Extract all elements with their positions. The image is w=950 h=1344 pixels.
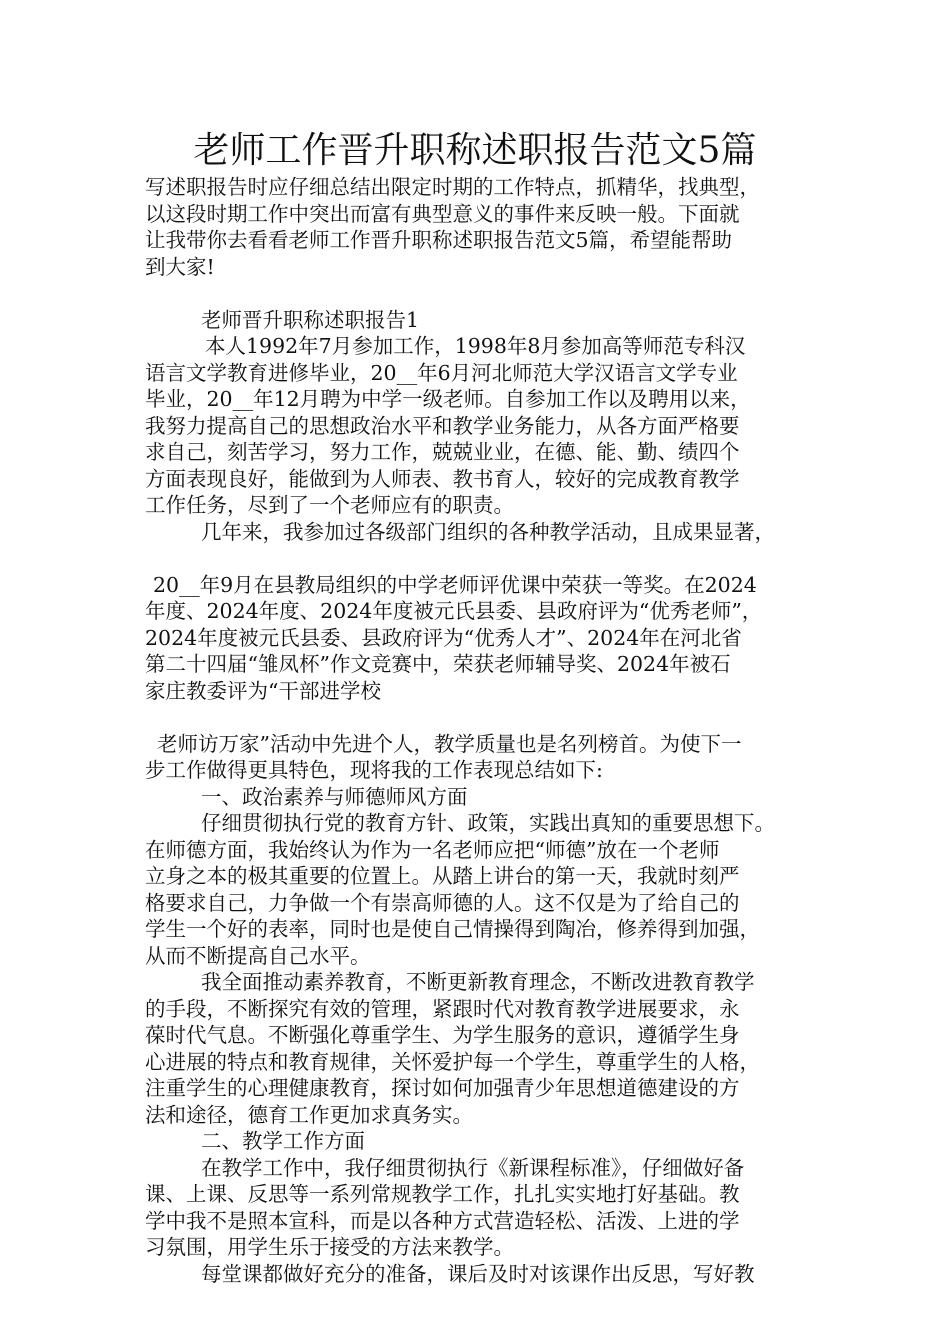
paragraph-line: 以这段时期工作中突出而富有典型意义的事件来反映一般。下面就 [145, 201, 740, 226]
paragraph-line: 我全面推动素养教育，不断更新教育理念，不断改进教育教学 [201, 970, 755, 994]
paragraph-line: 2024年度被元氏县委、县政府评为“优秀人才”、2024年在河北省 [145, 625, 742, 650]
paragraph-line: 家庄教委评为“干部进学校 [145, 678, 381, 703]
document-body [145, 174, 825, 1287]
paragraph-line: 年度、2024年度、2024年度被元氏县委、县政府评为“优秀老师”， [145, 599, 763, 623]
paragraph-line: 立身之本的极其重要的位置上。从踏上讲台的第一天，我就时刻严 [145, 864, 740, 888]
paragraph-line: 让我带你去看看老师工作晋升职称述职报告范文5篇，希望能帮助 [145, 228, 733, 252]
paragraph-line: 心进展的特点和教育规律，关怀爱护每一个学生，尊重学生的人格， [145, 1049, 760, 1074]
blank-line [145, 704, 825, 731]
paragraph-line: 每堂课都做好充分的准备，课后及时对该课作出反思，写好教 [201, 1261, 755, 1286]
paragraph-line: 仔细贯彻执行党的教育方针、政策，实践出真知的重要思想下。 [201, 811, 775, 835]
paragraph-line: 第二十四届“雏凤杯”作文竞赛中，荣获老师辅导奖、2024年被石 [145, 652, 731, 676]
document-title: 老师工作晋升职称述职报告范文5篇 [193, 130, 757, 171]
paragraph-line: 老师访万家”活动中先进个人，教学质量也是名列榜首。为使下一 [157, 731, 742, 756]
paragraph-line: 课、上课、反思等一系列常规教学工作，扎扎实实地打好基础。教 [145, 1182, 740, 1206]
paragraph-line: 20__年9月在县教局组织的中学老师评优课中荣获一等奖。在2024 [153, 572, 757, 597]
paragraph-line: 方面表现良好，能做到为人师表、教书育人，较好的完成教育教学 [145, 466, 740, 491]
paragraph-line: 的手段，不断探究有效的管理，紧跟时代对教育教学进展要求，永 [145, 996, 740, 1021]
paragraph-line: 学中我不是照本宣科，而是以各种方式营造轻松、活泼、上进的学 [145, 1208, 740, 1233]
section-heading: 一、政治素养与师德师风方面 [201, 784, 468, 809]
paragraph-line: 习氛围，用学生乐于接受的方法来教学。 [145, 1235, 514, 1259]
blank-line [145, 280, 825, 307]
paragraph-line: 工作任务，尽到了一个老师应有的职责。 [145, 493, 514, 517]
paragraph-line: 学生一个好的表率，同时也是使自己情操得到陶冶，修养得到加强， [145, 917, 760, 941]
paragraph-line: 在教学工作中，我仔细贯彻执行《新课程标准》，仔细做好备 [201, 1155, 745, 1180]
paragraph-line: 语言文学教育进修毕业，20__年6月河北师范大学汉语言文学专业 [145, 360, 738, 385]
paragraph-line: 求自己，刻苦学习，努力工作，兢兢业业，在德、能、勤、绩四个 [145, 440, 740, 464]
paragraph-line: 写述职报告时应仔细总结出限定时期的工作特点，抓精华，找典型， [145, 175, 760, 199]
paragraph-line: 葆时代气息。不断强化尊重学生、为学生服务的意识，遵循学生身 [145, 1023, 740, 1047]
paragraph-line: 本人1992年7月参加工作，1998年8月参加高等师范专科汉 [205, 334, 746, 358]
section-heading: 二、教学工作方面 [201, 1129, 365, 1153]
paragraph-line: 步工作做得更具特色，现将我的工作表现总结如下: [145, 758, 603, 782]
paragraph-line: 格要求自己，力争做一个有崇高师德的人。这不仅是为了给自己的 [145, 890, 740, 915]
paragraph-line: 法和途径，德育工作更加求真务实。 [145, 1102, 473, 1127]
section-heading: 老师晋升职称述职报告1 [201, 307, 420, 332]
blank-line [145, 545, 825, 572]
paragraph-line: 在师德方面，我始终认为作为一名老师应把“师德”放在一个老师 [145, 837, 720, 862]
paragraph-line: 从而不断提高自己水平。 [145, 943, 371, 968]
paragraph-line: 注重学生的心理健康教育，探讨如何加强青少年思想道德建设的方 [145, 1076, 740, 1100]
paragraph-line: 几年来，我参加过各级部门组织的各种教学活动，且成果显著， [201, 519, 775, 544]
paragraph-line: 我努力提高自己的思想政治水平和教学业务能力，从各方面严格要 [145, 413, 740, 438]
paragraph-line: 毕业，20__年12月聘为中学一级老师。自参加工作以及聘用以来， [145, 387, 751, 411]
paragraph-line: 到大家! [145, 254, 215, 279]
